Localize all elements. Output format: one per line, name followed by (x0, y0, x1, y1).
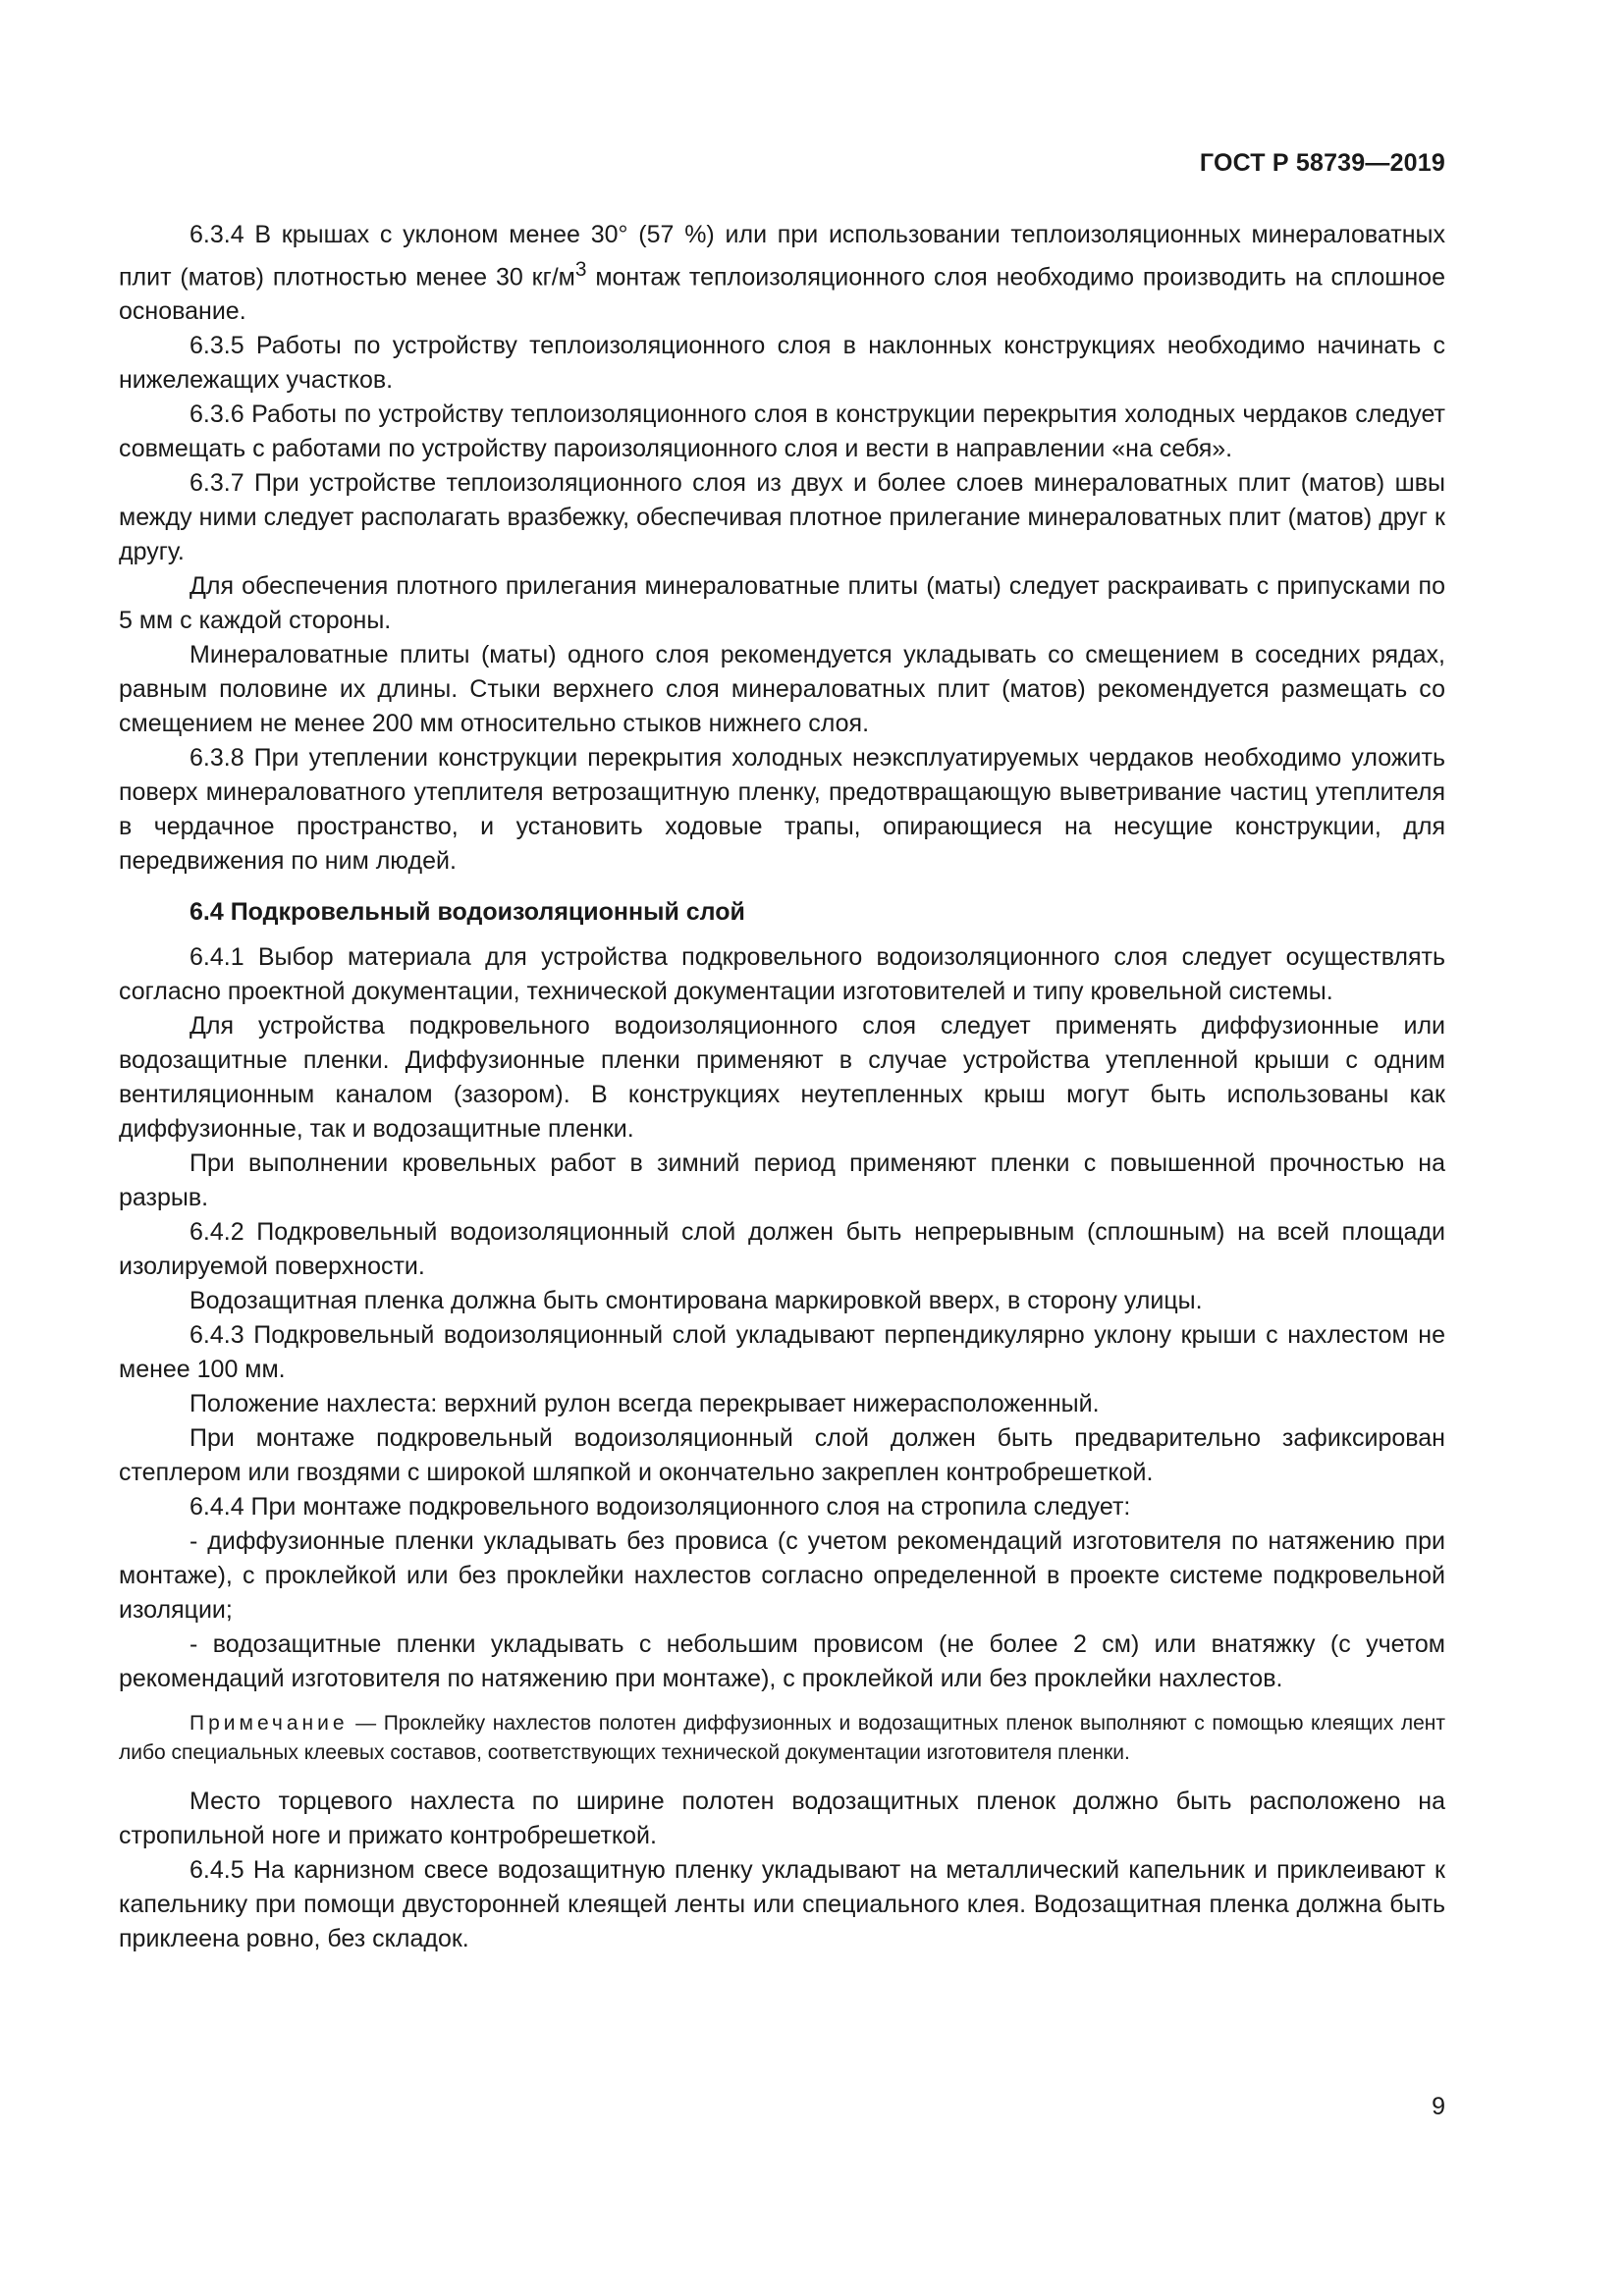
paragraph-6-4-5: 6.4.5 На карнизном свесе водозащитную пленку укладывают на металлический капельник и приклеивают к капельнику при помощи двусторонней клеящей ленты или специального клея. Водозащитная пленка должна быть приклеена ровно, без складок. (119, 1856, 1445, 1953)
paragraph-6-4-1: 6.4.1 Выбор материала для устройства подкровельного водоизоляционного слоя следует осуществлять согласно проектной документации, технической документации изготовителей и типу кровельной системы. (119, 943, 1445, 1006)
page-number: 9 (1432, 2093, 1445, 2120)
paragraph-6-4-2-b: Водозащитная пленка должна быть смонтирована маркировкой вверх, в сторону улицы. (189, 1287, 1203, 1315)
note-text: — Проклейку нахлестов полотен диффузионных и водозащитных пленок выполняют с помощью клеящих лент либо специальных клеевых составов, соответствующих технической документации изготовителя пленки. (119, 1712, 1445, 1765)
paragraph-6-3-7-c: Минераловатные плиты (маты) одного слоя рекомендуется укладывать со смещением в соседних рядах, равным половине их длины. Стыки верхнего слоя минераловатных плит (матов) рекомендуется размещать со смещением не менее 200 мм относительно стыков нижнего слоя. (119, 641, 1445, 738)
paragraph-6-4-4: 6.4.4 При монтаже подкровельного водоизоляционного слоя на стропила следует: (189, 1493, 1131, 1522)
note-block (119, 1709, 1445, 1768)
list-item-waterproof-films: - водозащитные пленки укладывать с небольшим провисом (не более 2 см) или внатяжку (с учетом рекомендаций изготовителя по натяжению при монтаже), с проклейкой или без проклейки нахлестов. (119, 1630, 1445, 1693)
paragraph-6-3-4 (119, 218, 1445, 329)
paragraph-6-3-8: 6.3.8 При утеплении конструкции перекрытия холодных неэксплуатируемых чердаков необходимо уложить поверх минераловатного утеплителя ветрозащитную пленку, предотвращающую выветривание частиц утеплителя в чердачное пространство, и установить ходовые трапы, опирающиеся на несущие конструкции, для передвижения по ним людей. (119, 744, 1445, 876)
paragraph-6-3-4-text-b: монтаж теплоизоляционного слоя необходимо производить на сплошное основание. (119, 263, 1445, 326)
superscript-3: 3 (574, 258, 587, 281)
section-heading-6-4: 6.4 Подкровельный водоизоляционный слой (189, 898, 745, 927)
paragraph-6-4-4-c: Место торцевого нахлеста по ширине полотен водозащитных пленок должно быть расположено на стропильной ноге и прижато контробрешеткой. (119, 1788, 1445, 1850)
paragraph-6-4-2: 6.4.2 Подкровельный водоизоляционный слой должен быть непрерывным (сплошным) на всей площади изолируемой поверхности. (119, 1218, 1445, 1281)
list-item-diffusion-films: - диффузионные пленки укладывать без провиса (с учетом рекомендаций изготовителя по натяжению при монтаже), с проклейкой или без проклейки нахлестов согласно определенной в проекте системе подкровельной изоляции; (119, 1527, 1445, 1625)
paragraph-6-4-1-b: Для устройства подкровельного водоизоляционного слоя следует применять диффузионные или водозащитные пленки. Диффузионные пленки применяют в случае устройства утепленной крыши с одним вентиляционным каналом (зазором). В конструкциях неутепленных крыш могут быть использованы как диффузионные, так и водозащитные пленки. (119, 1012, 1445, 1144)
document-body (119, 218, 1445, 1956)
document-id-header: ГОСТ Р 58739—2019 (1199, 149, 1445, 177)
paragraph-6-4-3-c: При монтаже подкровельный водоизоляционный слой должен быть предварительно зафиксирован степлером или гвоздями с широкой шляпкой и окончательно закреплен контробрешеткой. (119, 1424, 1445, 1487)
paragraph-6-4-3-b: Положение нахлеста: верхний рулон всегда перекрывает нижерасположенный. (189, 1390, 1100, 1418)
paragraph-6-4-3: 6.4.3 Подкровельный водоизоляционный слой укладывают перпендикулярно уклону крыши с нахлестом не менее 100 мм. (119, 1321, 1445, 1384)
paragraph-6-3-4-text-a: 6.3.4 В крышах с уклоном менее 30° (57 %) или при использовании теплоизоляционных минераловатных плит (матов) плотностью менее 30 кг/м (119, 221, 1445, 292)
paragraph-6-3-6: 6.3.6 Работы по устройству теплоизоляционного слоя в конструкции перекрытия холодных чердаков следует совмещать с работами по устройству пароизоляционного слоя и вести в направлении «на себя». (119, 400, 1445, 463)
paragraph-6-3-7: 6.3.7 При устройстве теплоизоляционного слоя из двух и более слоев минераловатных плит (матов) швы между ними следует располагать вразбежку, обеспечивая плотное прилегание минераловатных плит (матов) друг к другу. (119, 469, 1445, 566)
paragraph-6-3-7-b: Для обеспечения плотного прилегания минераловатные плиты (маты) следует раскраивать с припусками по 5 мм с каждой стороны. (119, 572, 1445, 635)
note-label: Примечание (189, 1712, 349, 1735)
paragraph-6-3-5: 6.3.5 Работы по устройству теплоизоляционного слоя в наклонных конструкциях необходимо начинать с нижележащих участков. (119, 332, 1445, 395)
paragraph-6-4-1-c: При выполнении кровельных работ в зимний период применяют пленки с повышенной прочностью на разрыв. (119, 1149, 1445, 1212)
